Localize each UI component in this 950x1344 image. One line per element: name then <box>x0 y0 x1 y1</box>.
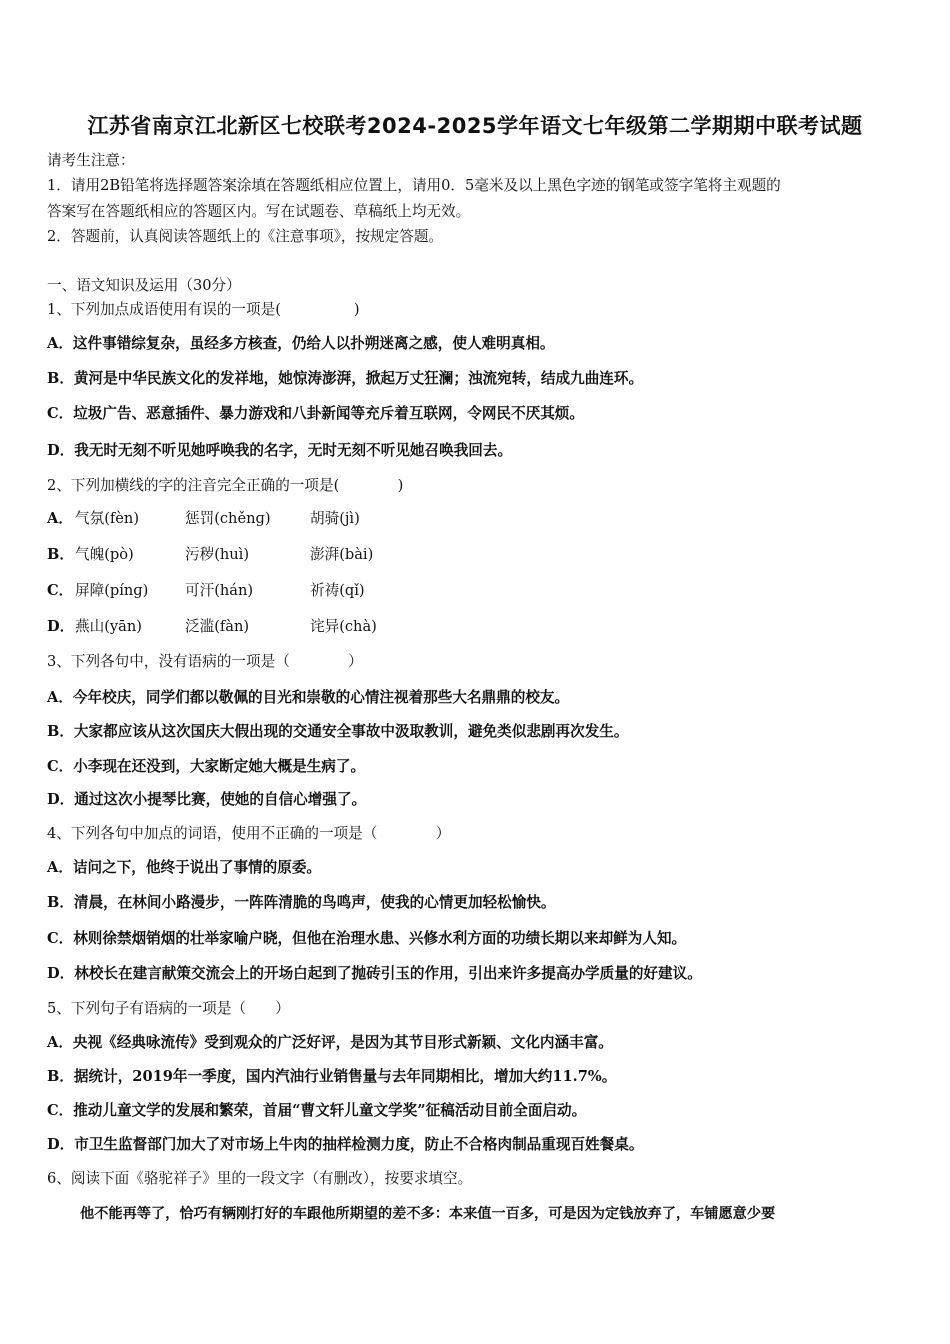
pinyin-word: 惩罚(chěnɡ) <box>185 510 271 527</box>
q5-option-c: C．推动儿童文学的发展和繁荣，首届“曹文轩儿童文学奖”征稿活动目前全面启动。 <box>47 1102 587 1119</box>
pinyin-word: 气氛(fèn) <box>75 510 140 527</box>
q1-stem: 1、下列加点成语使用有误的一项是( ) <box>47 301 360 318</box>
q2-option-d <box>47 617 910 637</box>
q1-option-c: C．垃圾广告、恶意插件、暴力游戏和八卦新闻等充斥着互联网，令网民不厌其烦。 <box>47 405 584 422</box>
q3-option-c: C．小李现在还没到，大家断定她大概是生病了。 <box>47 758 366 775</box>
q4-stem: 4、下列各句中加点的词语，使用不正确的一项是（ ） <box>47 825 451 842</box>
pinyin-word: 澎湃(bài) <box>310 546 374 563</box>
option-label: D． <box>47 618 75 635</box>
q1-option-b: B．黄河是中华民族文化的发祥地，她惊涛澎湃，掀起万丈狂澜；浊流宛转，结成九曲连环。 <box>47 370 644 387</box>
notice-line-2: 2．答题前，认真阅读答题纸上的《注意事项》，按规定答题。 <box>47 228 444 245</box>
q3-option-a: A．今年校庆，同学们都以敬佩的目光和崇敬的心情注视着那些大名鼎鼎的校友。 <box>47 689 570 706</box>
q3-option-d: D．通过这次小提琴比赛，使她的自信心增强了。 <box>47 791 367 808</box>
q4-option-a: A．诘问之下，他终于说出了事情的原委。 <box>47 859 322 876</box>
q6-stem: 6、阅读下面《骆驼祥子》里的一段文字（有删改），按要求填空。 <box>47 1170 473 1187</box>
q3-option-b: B．大家都应该从这次国庆大假出现的交通安全事故中汲取教训，避免类似悲剧再次发生。 <box>47 723 629 740</box>
q6-passage: 他不能再等了，恰巧有辆刚打好的车跟他所期望的差不多：本来值一百多，可是因为定钱放弃了，车铺愿意少要 <box>80 1206 776 1222</box>
q5-option-b: B．据统计，2019年一季度，国内汽油行业销售量与去年同期相比，增加大约11.7%。 <box>47 1068 617 1085</box>
q4-option-b: B．清晨，在林间小路漫步，一阵阵清脆的鸟鸣声，使我的心情更加轻松愉快。 <box>47 894 556 911</box>
pinyin-word: 祈祷(qǐ) <box>310 582 365 599</box>
pinyin-word: 泛滥(fàn) <box>185 618 250 635</box>
q1-option-a: A．这件事错综复杂，虽经多方核查，仍给人以扑朔迷离之感，使人难明真相。 <box>47 335 555 352</box>
pinyin-word: 屏障(pínɡ) <box>75 582 149 599</box>
option-label: A． <box>47 510 73 527</box>
q3-stem: 3、下列各句中，没有语病的一项是（ ） <box>47 653 363 670</box>
pinyin-word: 污秽(huì) <box>185 546 250 563</box>
notice-heading: 请考生注意： <box>47 152 135 169</box>
q2-option-c <box>47 581 910 601</box>
q4-option-c: C．林则徐禁烟销烟的壮举家喻户晓，但他在治理水患、兴修水利方面的功绩长期以来却鲜为人知。 <box>47 930 687 947</box>
q5-stem: 5、下列句子有语病的一项是（ ） <box>47 1000 290 1017</box>
pinyin-word: 可汗(hán) <box>185 582 254 599</box>
pinyin-word: 燕山(yān) <box>75 618 142 635</box>
q5-option-d: D．市卫生监督部门加大了对市场上牛肉的抽样检测力度，防止不合格肉制品重现百姓餐桌。 <box>47 1136 644 1153</box>
option-label: C． <box>47 582 74 599</box>
pinyin-word: 气魄(pò) <box>75 546 134 563</box>
q4-option-d: D．林校长在建言献策交流会上的开场白起到了抛砖引玉的作用，引出来许多提高办学质量的好建议。 <box>47 965 702 982</box>
q5-option-a: A．央视《经典咏流传》受到观众的广泛好评，是因为其节目形式新颖、文化内涵丰富。 <box>47 1034 613 1051</box>
q2-option-a <box>47 509 910 529</box>
section-heading: 一、语文知识及运用（30分） <box>47 277 241 294</box>
q2-option-b <box>47 545 910 565</box>
option-label: B． <box>47 546 74 563</box>
notice-line-1: 1．请用2B铅笔将选择题答案涂填在答题纸相应位置上，请用0．5毫米及以上黑色字迹的钢笔或签字笔将主观题的 <box>47 177 781 194</box>
exam-title: 江苏省南京江北新区七校联考2024-2025学年语文七年级第二学期期中联考试题 <box>87 114 863 138</box>
pinyin-word: 胡骑(jì) <box>310 510 360 527</box>
q1-option-d: D．我无时无刻不听见她呼唤我的名字，无时无刻不听见她召唤我回去。 <box>47 442 513 459</box>
pinyin-word: 诧异(chà) <box>310 618 377 635</box>
notice-line-1b: 答案写在答题纸相应的答题区内。写在试题卷、草稿纸上均无效。 <box>47 203 471 220</box>
q2-stem: 2、下列加横线的字的注音完全正确的一项是( ) <box>47 477 404 494</box>
